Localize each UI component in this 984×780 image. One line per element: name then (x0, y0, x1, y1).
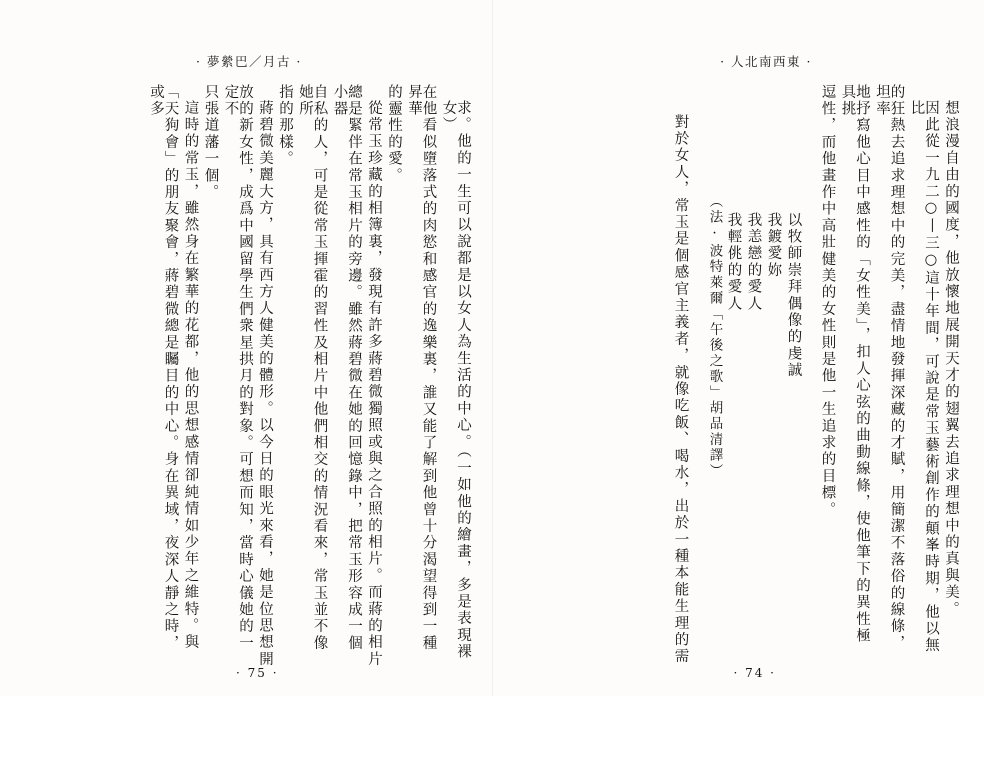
text-column: 從常玉珍藏的相簿裏，發現有許多蔣碧微獨照或與之合照的相片。而蔣的相片 (366, 100, 382, 668)
poem-line: 我恙戀的愛人 (745, 212, 762, 313)
text-column: 只張道藩一個。 (202, 84, 219, 201)
text-column: 在他看似墮落式的肉慾和感官的逸樂裏，誰又能了解到他曾十分渴望得到一種昇華 (406, 84, 437, 652)
column-gap (688, 84, 702, 652)
text-column: 指的那樣。 (277, 84, 293, 168)
text-column: 蔣碧微美麗大方，具有西方人健美的體形。以今日的眼光來看，她是位思想開 (257, 100, 273, 668)
text-column: 的狂熱去追求理想中的完美，盡情地發揮深藏的才賦，用簡潔不落俗的線條，坦率 (874, 84, 905, 652)
right-page (492, 0, 984, 696)
running-head-left: · 夢縈巴／月古 · (196, 54, 302, 69)
text-column: 想浪漫自由的國度，他放懷地展開天才的翅翼去追求理想中的真與美。 (943, 100, 959, 618)
text-column: 這時的常玉，雖然身在繁華的花都，他的思想感情卻純情如少年之維特。與 (182, 100, 199, 652)
page-number-left: · 75 · (236, 666, 279, 680)
right-page-text-block (522, 84, 959, 666)
text-column: 因此從一九二○丨三○這十年間，可說是常玉藝術創作的顛峯時期，他以無比 (908, 100, 939, 655)
running-head-right: · 人北南西東 · (720, 54, 812, 69)
text-column: 總是緊伴在常玉相片的旁邊。雖然蔣碧微在她的回憶錄中，把常玉形容成一個小器 (331, 84, 362, 652)
page-number-right: · 74 · (733, 666, 776, 680)
text-column: 自私的人，可是從常玉揮霍的習性及相片中他們相交的情況看來，常玉並不像她所 (297, 84, 328, 652)
text-column: 「天狗會」的朋友聚會，蔣碧微總是矚目的中心。身在異域，夜深人靜之時，或多 (148, 84, 179, 652)
poem-line: 我輕佻的愛人 (725, 212, 742, 313)
poem-line: 以牧師崇拜偶像的虔誠 (785, 212, 802, 379)
text-column: 求。他的一生可以說都是以女人為生活的中心。（一如他的繪畫，多是表現裸女） (440, 100, 471, 661)
column-gap (801, 84, 815, 652)
text-column: 放的新女性，成爲中國留學生們衆星拱月的對象。可想而知，當時心儀她的一定不 (222, 84, 253, 652)
text-column: 對於女人，常玉是個感官主義者，就像吃飯、喝水，出於一種本能生理的需 (672, 114, 689, 666)
left-page (0, 0, 492, 696)
text-column: 的靈性的愛。 (386, 84, 402, 185)
poem-line: 我鍍愛妳 (765, 212, 782, 279)
poem-attribution: （法·波特萊爾「午後之歌」胡品清譯） (706, 194, 723, 480)
text-column: 逗性，而他畫作中高壯健美的女性則是他一生追求的目標。 (819, 84, 836, 519)
text-column: 地抒寫他心目中感性的「女性美」，扣人心弦的曲動線條，使他筆下的異性極具挑 (839, 84, 870, 645)
left-page-text-block (26, 84, 471, 668)
